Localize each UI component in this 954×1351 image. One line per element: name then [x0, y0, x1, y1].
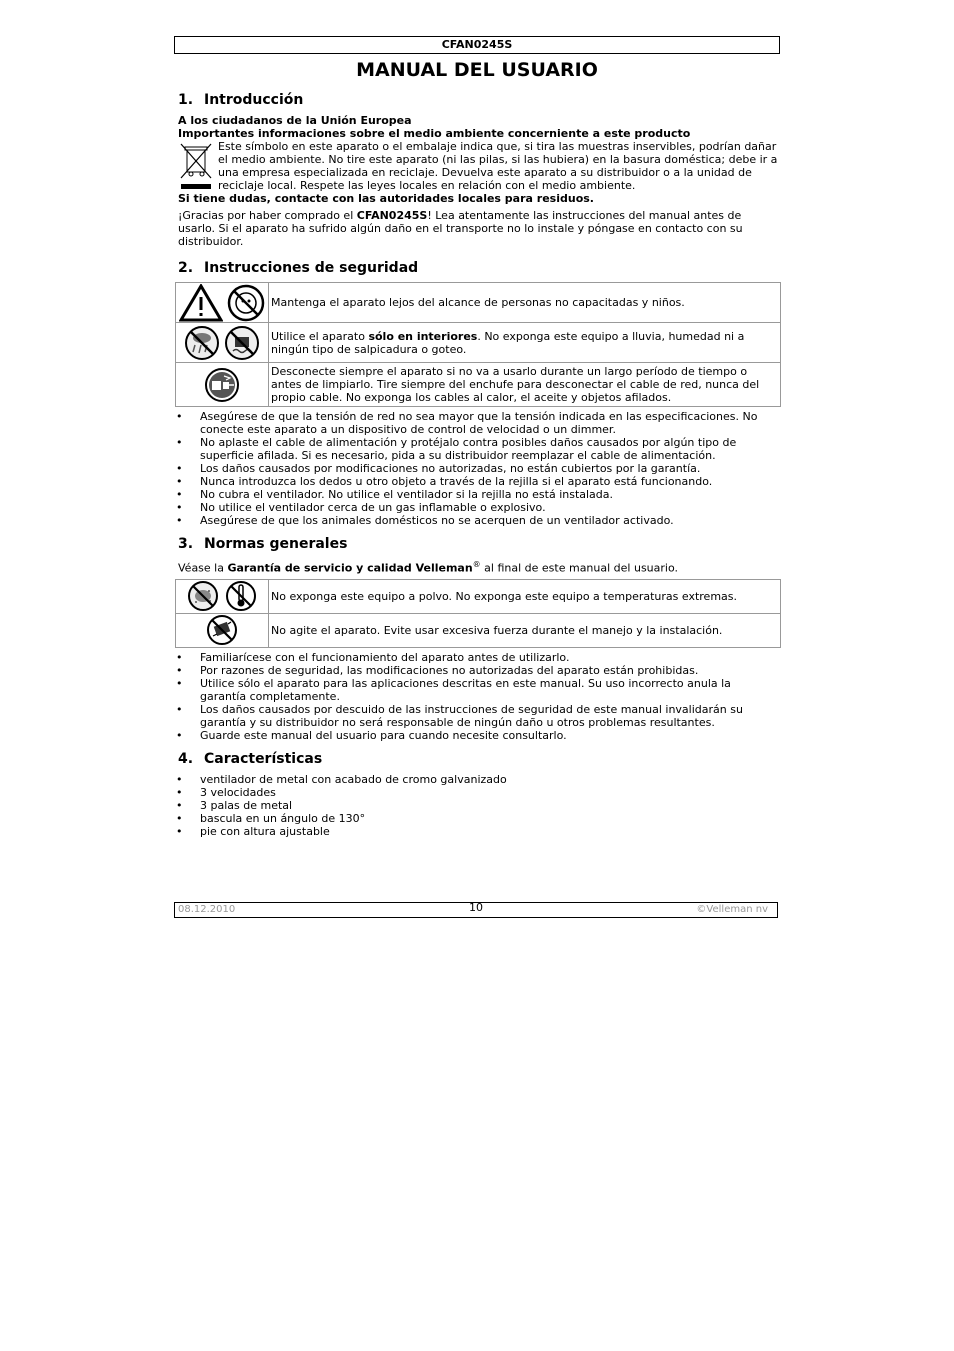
list-item: • Utilice sólo el aparato para las aplicaciones descritas en este manual. Su uso incorrecto anula la garantía completamente. — [174, 677, 780, 703]
footer-date: 08.12.2010 — [178, 904, 236, 915]
safety-icons — [176, 283, 269, 323]
safety-row — [176, 323, 781, 363]
contact-note: Si tiene dudas, contacte con las autoridades locales para residuos. — [178, 192, 594, 205]
safety-text: Mantenga el aparato lejos del alcance de personas no capacitadas y niños. — [269, 283, 781, 323]
no-splash-icon — [224, 325, 260, 361]
safety-text: Utilice el aparato sólo en interiores. No exponga este equipo a lluvia, humedad ni a ningún tipo de salpicadura o goteo. — [269, 323, 781, 363]
crossed-bin-icon — [178, 142, 214, 190]
page-number: 10 — [469, 901, 483, 914]
general-table — [175, 579, 781, 648]
list-item: • pie con altura ajustable — [174, 825, 780, 838]
footer-copyright: ©Velleman nv — [696, 904, 768, 915]
general-text: No exponga este equipo a polvo. No exponga este equipo a temperaturas extremas. — [269, 579, 781, 613]
list-item: • Guarde este manual del usuario para cuando necesite consultarlo. — [174, 729, 780, 742]
list-item: • Los daños causados por descuido de las instrucciones de seguridad de este manual invalidarán su garantía y su distribuidor no será responsable de ningún daño u otros problemas resultantes. — [174, 703, 780, 729]
warning-triangle-icon — [179, 284, 223, 322]
safety-text: Desconecte siempre el aparato si no va a usarlo durante un largo período de tiempo o antes de limpiarlo. Tire siempre del enchufe para desconectar el cable de red, nunca del propio cable. No exponga los cables al calor, el aceite y objetos afilados. — [269, 363, 781, 407]
list-item: • Por razones de seguridad, las modificaciones no autorizadas del aparato están prohibidas. — [174, 664, 780, 677]
list-item: • Nunca introduzca los dedos u otro objeto a través de la rejilla si el aparato está funcionando. — [174, 475, 780, 488]
no-children-icon — [227, 284, 265, 322]
safety-row — [176, 363, 781, 407]
list-item: • No cubra el ventilador. No utilice el ventilador si la rejilla no está instalada. — [174, 488, 780, 501]
list-item: • Asegúrese de que la tensión de red no sea mayor que la tensión indicada en las especificaciones. No conecte este aparato a un dispositivo de control de velocidad o un dimmer. — [174, 410, 780, 436]
safety-table — [175, 282, 781, 407]
page-title: MANUAL DEL USUARIO — [356, 59, 598, 81]
manual-page — [174, 36, 780, 838]
list-item: • No utilice el ventilador cerca de un gas inflamable o explosivo. — [174, 501, 780, 514]
list-item: • ventilador de metal con acabado de cromo galvanizado — [174, 773, 780, 786]
list-item: • bascula en un ángulo de 130° — [174, 812, 780, 825]
weee-text: Este símbolo en este aparato o el embalaje indica que, si tira las muestras inservibles, podrían dañar el medio ambiente. No tire este aparato (ni las pilas, si las hubiera) en la basura doméstica; debe ir a una empresa especializada en reciclaje. Devuelva este aparato a su distribuidor o a la unidad de reciclaje local. Respete las leyes locales en relación con el medio ambiente. — [218, 140, 778, 192]
list-item: • No aplaste el cable de alimentación y protéjalo contra posibles daños causados por algún tipo de superficie afilada. Si es necesario, pida a su distribuidor reemplazar el cable de alimentación. — [174, 436, 780, 462]
list-item: • Los daños causados por modificaciones no autorizadas, no están cubiertos por la garantía. — [174, 462, 780, 475]
safety-icons — [176, 323, 269, 363]
general-icons — [176, 613, 269, 647]
model-header: CFAN0245S — [174, 36, 780, 54]
general-icons — [176, 579, 269, 613]
section-heading-caracteristicas: 4. Características — [178, 750, 323, 767]
no-dust-icon — [186, 580, 220, 612]
no-shaking-icon — [205, 614, 239, 646]
section-heading-introduccion: 1. Introducción — [178, 92, 304, 108]
list-item: • Asegúrese de que los animales domésticos no se acerquen de un ventilador activado. — [174, 514, 780, 527]
safety-icons — [176, 363, 269, 407]
section-heading-seguridad: 2. Instrucciones de seguridad — [178, 260, 419, 276]
eu-heading: A los ciudadanos de la Unión Europea — [178, 114, 412, 127]
section-heading-normas: 3. Normas generales — [178, 536, 348, 552]
safety-row — [176, 283, 781, 323]
list-item: • 3 palas de metal — [174, 799, 780, 812]
features-list — [174, 773, 780, 838]
general-text: No agite el aparato. Evite usar excesiva fuerza durante el manejo y la instalación. — [269, 613, 781, 647]
no-extreme-temperature-icon — [224, 580, 258, 612]
weee-block — [178, 140, 780, 192]
general-row — [176, 579, 781, 613]
unplug-icon — [204, 367, 240, 403]
list-item: • 3 velocidades — [174, 786, 780, 799]
general-intro: Véase la Garantía de servicio y calidad Velleman® al final de este manual del usuario. — [178, 560, 679, 575]
general-row — [176, 613, 781, 647]
no-rain-icon — [184, 325, 220, 361]
env-heading: Importantes informaciones sobre el medio ambiente concerniente a este producto — [178, 127, 691, 140]
safety-bullet-list — [174, 410, 780, 527]
general-bullet-list — [174, 651, 780, 742]
list-item: • Familiarícese con el funcionamiento del aparato antes de utilizarlo. — [174, 651, 780, 664]
thanks-paragraph: ¡Gracias por haber comprado el CFAN0245S! Lea atentamente las instrucciones del manual antes de usarlo. Si el aparato ha sufrido algún daño en el transporte no lo instale y póngase en contacto con su distribuidor. — [178, 209, 743, 248]
page-footer — [174, 902, 778, 918]
